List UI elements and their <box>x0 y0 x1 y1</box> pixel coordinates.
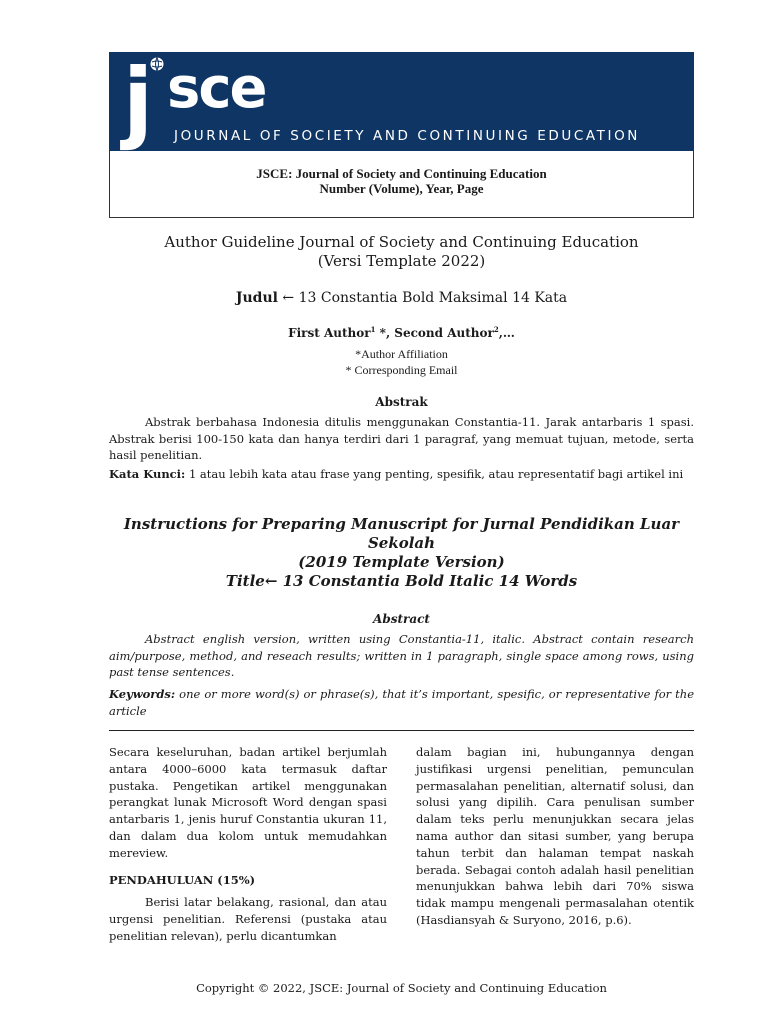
pendahuluan-continued-paragraph: dalam bagian ini, hubungannya dengan justifikasi urgensi penelitian, pemunculan permasalahan penelitian, alternatif solusi, dan solusi yang dipilih. Cara penulisan sumber dalam teks perlu menunjukkan secara jelas nama author dan sitasi sumber, yang berupa tahun terbit dan halaman tempat naskah berada. Sebagai contoh adalah hasil penelitian menunjukkan bahwa lebih dari 70% siswa tidak mampu mengenali permasalahan otentik (Hasdiansyah & Suryono, 2016, p.6). <box>416 745 694 927</box>
first-author: First Author <box>288 326 371 340</box>
keywords-text: one or more word(s) or phrase(s), that it’s important, spesific, or representative for the article <box>109 687 694 718</box>
first-author-sup: 1 <box>370 325 376 334</box>
keywords <box>109 686 694 719</box>
judul-label: Judul <box>235 290 278 306</box>
author-affiliation: *Author Affiliation <box>355 347 448 361</box>
header-issue-info: Number (Volume), Year, Page <box>319 181 484 196</box>
header-journal-name: JSCE: Journal of Society and Continuing Education <box>256 166 547 181</box>
author-affiliation-block <box>109 346 694 378</box>
kata-kunci <box>109 466 694 483</box>
kata-kunci-label: Kata Kunci: <box>109 467 186 481</box>
section-divider <box>109 730 694 731</box>
second-author: Second Author <box>394 326 494 340</box>
abstrak-text: Abstrak berbahasa Indonesia ditulis menggunakan Constantia-11. Jarak antarbaris 1 spasi. Abstrak berisi 100-150 kata dan hanya terdiri dari 1 paragraf, yang memuat tujuan, metode, serta hasil penelitian. <box>109 415 694 462</box>
body-column-left <box>109 744 387 945</box>
abstract-heading: Abstract <box>373 612 430 626</box>
english-title-instruction: Title← 13 Constantia Bold Italic 14 Words <box>225 572 578 590</box>
second-author-sup: 2 <box>493 325 499 334</box>
second-author-rest: ,… <box>498 326 515 340</box>
guideline-title-line2: (Versi Template 2022) <box>317 252 486 270</box>
author-list <box>109 325 694 340</box>
banner-subtitle: JOURNAL OF SOCIETY AND CONTINUING EDUCATION <box>174 128 640 144</box>
guideline-title <box>109 233 694 271</box>
abstract-text: Abstract english version, written using Constantia-11, italic. Abstract contain research aim/purpose, method, and reseach results; written in 1 paragraph, single space among rows, using past tense sentences. <box>109 632 694 679</box>
kata-kunci-text: 1 atau lebih kata atau frase yang penting, spesifik, atau representatif bagi artikel ini <box>185 467 684 481</box>
logo-letters-sce: sce <box>167 56 266 121</box>
abstrak-heading: Abstrak <box>375 395 428 409</box>
judul-instruction: ← 13 Constantia Bold Maksimal 14 Kata <box>277 290 568 306</box>
body-intro-paragraph: Secara keseluruhan, badan artikel berjumlah antara 4000–6000 kata termasuk daftar pustaka. Pengetikan artikel menggunakan perangkat lunak Microsoft Word dengan spasi antarbaris 1, jenis huruf Constantia ukuran 11, dan dalam dua kolom untuk memudahkan mereview. <box>109 745 387 860</box>
guideline-title-line1: Author Guideline Journal of Society and Continuing Education <box>164 233 639 251</box>
first-author-mark: *, <box>375 326 395 340</box>
corresponding-email: * Corresponding Email <box>345 363 458 377</box>
keywords-label: Keywords: <box>109 687 176 701</box>
indonesian-title <box>109 290 694 306</box>
english-title-line1: Instructions for Preparing Manuscript for Jurnal Pendidikan Luar Sekolah <box>123 515 680 552</box>
journal-header-box <box>109 151 694 218</box>
english-title-line2: (2019 Template Version) <box>298 553 505 571</box>
body-column-right <box>416 744 694 929</box>
pendahuluan-paragraph: Berisi latar belakang, rasional, dan atau urgensi penelitian. Referensi (pustaka atau penelitian relevan), perlu dicantumkan <box>109 895 387 943</box>
logo-letter-j: j <box>123 52 151 151</box>
journal-banner <box>109 52 694 151</box>
english-title <box>109 515 694 572</box>
globe-icon <box>149 56 165 72</box>
copyright-footer: Copyright © 2022, JSCE: Journal of Society and Continuing Education <box>196 981 607 995</box>
section-heading-pendahuluan: PENDAHULUAN (15%) <box>109 872 256 887</box>
